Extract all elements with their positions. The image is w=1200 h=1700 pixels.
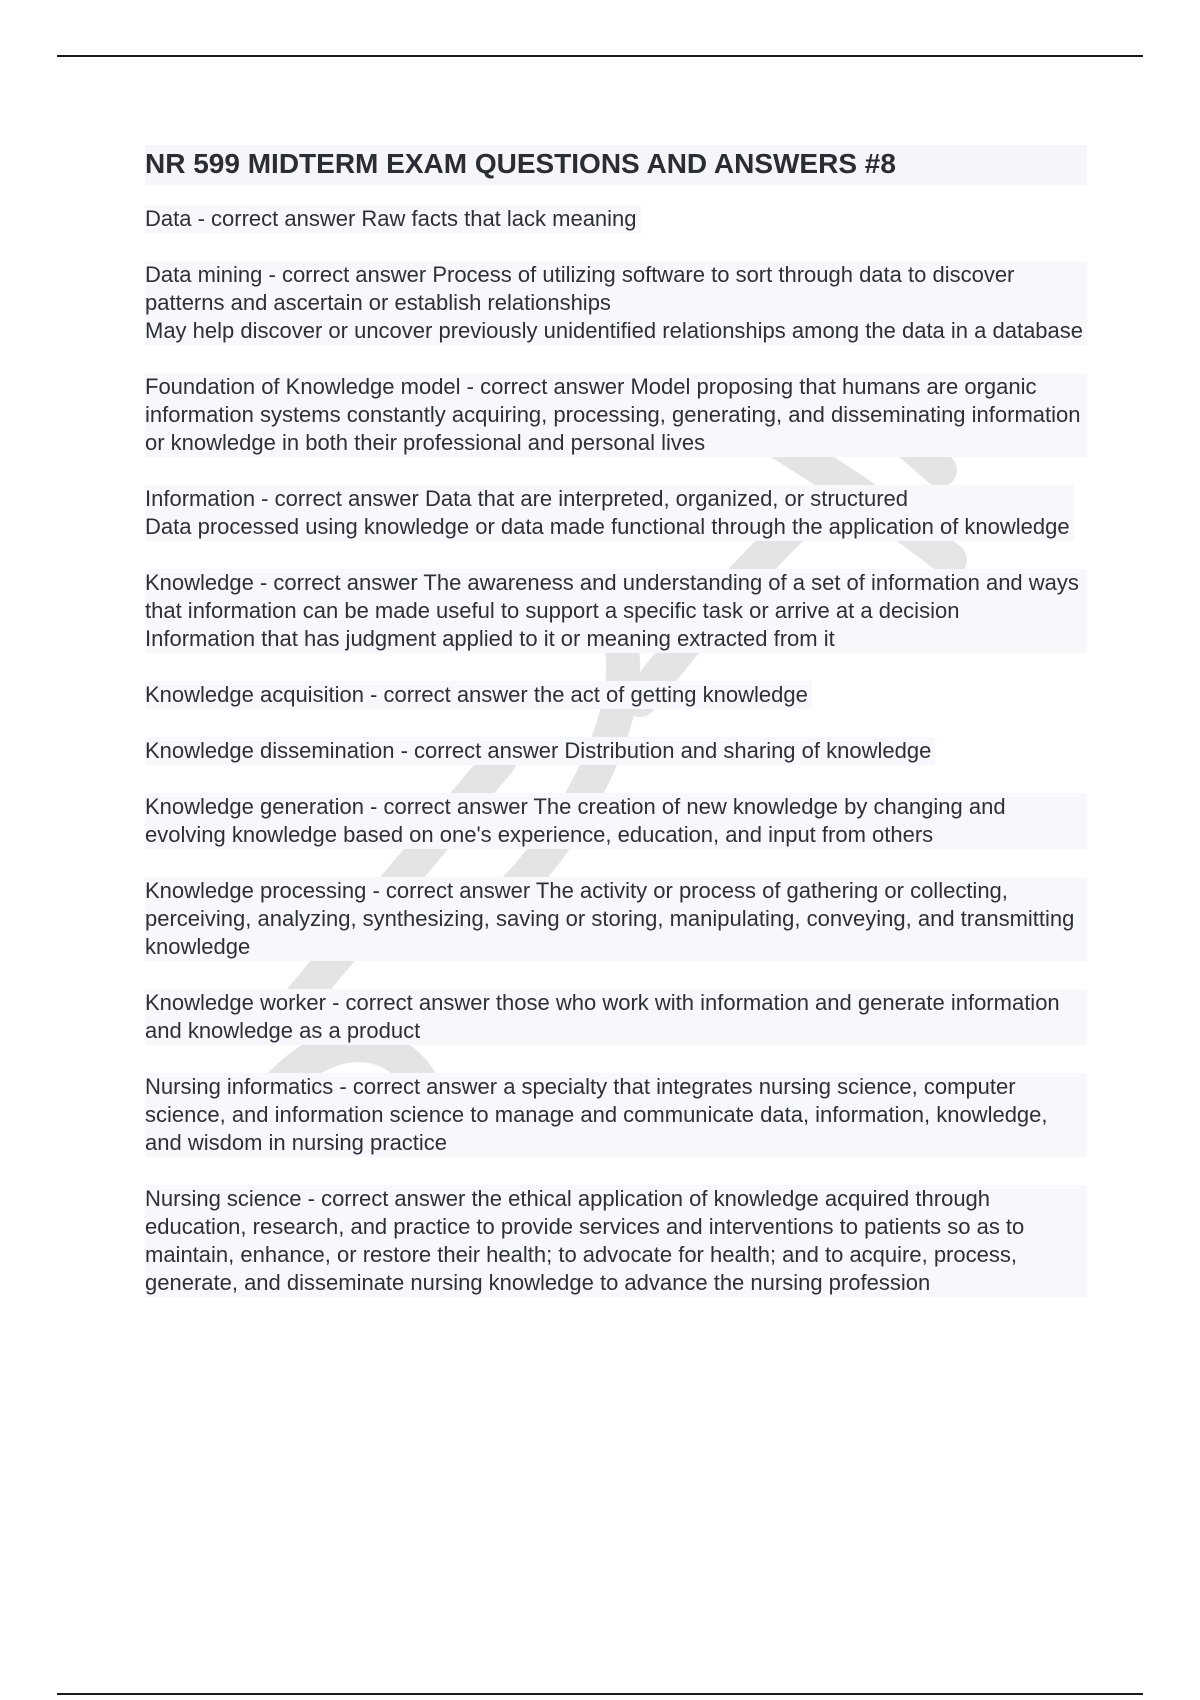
- qa-entry: [145, 737, 935, 765]
- top-rule: [57, 55, 1143, 57]
- qa-entry: [145, 485, 1074, 541]
- qa-entry: [145, 205, 641, 233]
- qa-entry: [145, 569, 1087, 653]
- qa-entry-line: Knowledge dissemination - correct answer Distribution and sharing of knowledge: [145, 738, 932, 763]
- qa-entry: [145, 793, 1087, 849]
- qa-list: [145, 205, 1087, 1297]
- document-title: NR 599 MIDTERM EXAM QUESTIONS AND ANSWERS #8: [145, 145, 1087, 185]
- qa-entry-line: Knowledge worker - correct answer those who work with information and generate information and knowledge as a product: [145, 990, 1060, 1043]
- qa-entry-line: Data mining - correct answer Process of utilizing software to sort through data to discover patterns and ascertain or establish relationships: [145, 262, 1015, 315]
- qa-entry-line: Data processed using knowledge or data made functional through the application of knowledge: [145, 514, 1070, 539]
- qa-entry-line: Information that has judgment applied to it or meaning extracted from it: [145, 626, 835, 651]
- qa-entry-line: Knowledge - correct answer The awareness and understanding of a set of information and ways that information can be made useful to support a specific task or arrive at a decision: [145, 570, 1079, 623]
- document-body: [145, 145, 1087, 1325]
- qa-entry-line: Nursing science - correct answer the ethical application of knowledge acquired through education, research, and practice to provide services and interventions to patients so as to maintain, enhance, or restore their health; to advocate for health; and to acquire, process, generate, and disseminate nursing knowledge to advance the nursing profession: [145, 1186, 1025, 1295]
- qa-entry: [145, 989, 1087, 1045]
- qa-entry: [145, 681, 812, 709]
- qa-entry-line: May help discover or uncover previously unidentified relationships among the data in a database: [145, 318, 1084, 343]
- qa-entry: [145, 261, 1087, 345]
- qa-entry-line: Foundation of Knowledge model - correct answer Model proposing that humans are organic information systems constantly acquiring, processing, generating, and disseminating information or knowledge in both their professional and personal lives: [145, 374, 1081, 455]
- qa-entry-line: Knowledge processing - correct answer The activity or process of gathering or collecting, perceiving, analyzing, synthesizing, saving or storing, manipulating, conveying, and transmitting knowledge: [145, 878, 1075, 959]
- qa-entry: [145, 373, 1087, 457]
- qa-entry-line: Nursing informatics - correct answer a specialty that integrates nursing science, computer science, and information science to manage and communicate data, information, knowledge, and wisdom in nursing practice: [145, 1074, 1048, 1155]
- qa-entry-line: Data - correct answer Raw facts that lack meaning: [145, 206, 637, 231]
- qa-entry-line: Knowledge generation - correct answer The creation of new knowledge by changing and evolving knowledge based on one's experience, education, and input from others: [145, 794, 1006, 847]
- qa-entry-line: Knowledge acquisition - correct answer the act of getting knowledge: [145, 682, 808, 707]
- bottom-rule: [57, 1693, 1143, 1695]
- qa-entry: [145, 877, 1087, 961]
- qa-entry: [145, 1073, 1087, 1157]
- qa-entry: [145, 1185, 1087, 1297]
- qa-entry-line: Information - correct answer Data that are interpreted, organized, or structured: [145, 486, 909, 511]
